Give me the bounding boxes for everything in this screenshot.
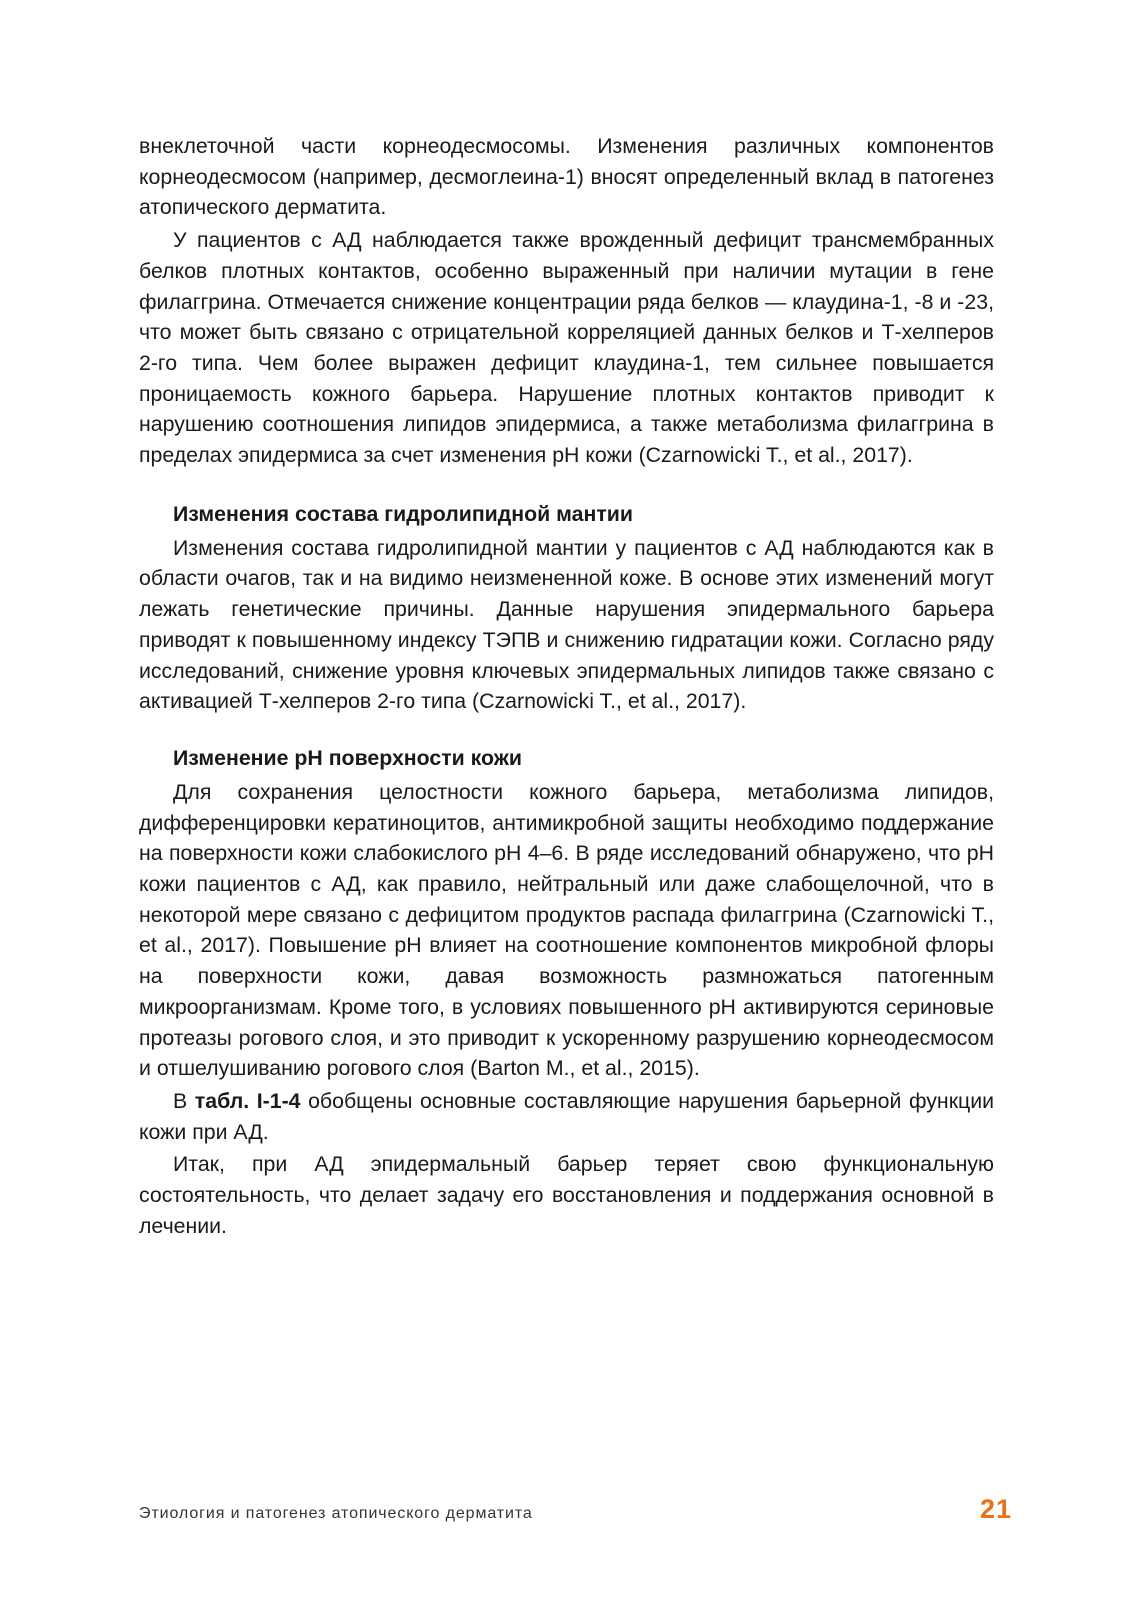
paragraph-5-suffix: обобщены основные составляющие нарушения барьерной функции кожи при АД.	[139, 1088, 995, 1144]
running-footer-title: Этиология и патогенез атопического дерматита	[139, 1505, 533, 1522]
section-heading-ph: Изменение рН поверхности кожи	[173, 745, 522, 770]
page-number: 21	[979, 1494, 1012, 1524]
paragraph-3: Изменения состава гидролипидной мантии у пациентов с АД наблюдаются как в области очагов, так и на видимо неизмененной коже. В основе этих изменений могут лежать генетические причины. Данные нарушения эпидермального барьера приводят к повышенному индексу ТЭПВ и снижению гидратации кожи. Согласно ряду исследований, снижение уровня ключевых эпидермальных липидов также связано с активацией Т-хелперов 2-го типа (Czarnowicki T., et al., 2017).	[139, 535, 994, 714]
paragraph-5	[139, 1086, 994, 1147]
paragraph-2: У пациентов с АД наблюдается также врожденный дефицит трансмембранных белков плотных контактов, особенно выраженный при наличии мутации в гене филаггрина. Отмечается снижение концентрации ряда белков — клаудина-1, -8 и -23, что может быть связано с отрицательной корреляцией данных белков и Т-хелперов 2-го типа. Чем более выражен дефицит клаудина-1, тем сильнее повышается проницаемость кожного барьера. Нарушение плотных контактов приводит к нарушению соотношения липидов эпидермиса, а также метаболизма филаггрина в пределах эпидермиса за счет изменения рН кожи (Czarnowicki T., et al., 2017).	[139, 228, 994, 468]
text-column	[139, 131, 994, 1244]
paragraph-6: Итак, при АД эпидермальный барьер теряет свою функциональную состоятельность, что делает задачу его восстановления и поддержания основной в лечении.	[139, 1152, 994, 1238]
paragraph-4: Для сохранения целостности кожного барьера, метаболизма липидов, дифференцировки кератиноцитов, антимикробной защиты необходимо поддержание на поверхности кожи слабокислого рН 4–6. В ряде исследований обнаружено, что рН кожи пациентов с АД, как правило, нейтральный или даже слабощелочной, что в некоторой мере связано с дефицитом продуктов распада филаггрина (Czarnowicki T., et al., 2017). Повышение рН влияет на соотношение компонентов микробной флоры на поверхности кожи, давая возможность размножаться патогенным микроорганизмам. Кроме того, в условиях повышенного рН активируются сериновые протеазы рогового слоя, и это приводит к ускоренному разрушению корнеодесмосом и отшелушиванию рогового слоя (Barton M., et al., 2015).	[139, 779, 994, 1081]
section-heading-hydrolipid: Изменения состава гидролипидной мантии	[173, 501, 633, 526]
table-reference: табл. I-1-4	[194, 1088, 301, 1113]
paragraph-5-prefix: В	[173, 1088, 195, 1113]
paragraph-1: внеклеточной части корнеодесмосомы. Изменения различных компонентов корнеодесмосом (например, десмоглеина-1) вносят определенный вклад в патогенез атопического дерматита.	[139, 134, 994, 220]
